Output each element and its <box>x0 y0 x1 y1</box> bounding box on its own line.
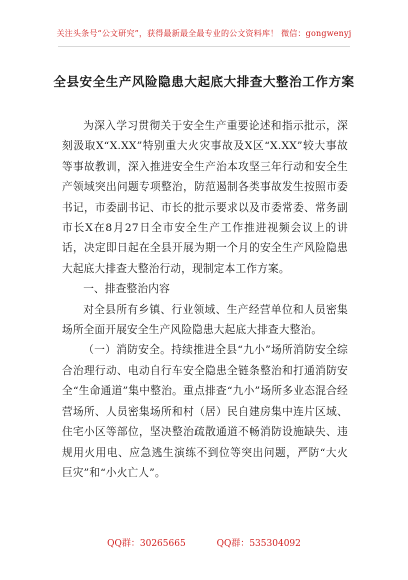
document-title: 全县安全生产风险隐患大起底大排查大整治工作方案 <box>53 74 355 89</box>
footer-contacts <box>0 536 408 549</box>
promo-banner: 关注头条号“公文研究”，获得最新最全最专业的公文资料库！ 微信：gongwenyj <box>56 29 352 38</box>
scope-paragraph: 对全县所有乡镇、行业领域、生产经营单位和人员密集场所全面开展安全生产风险隐患大起底大排查大整治。 <box>62 303 348 337</box>
header-divider <box>58 46 350 47</box>
fire-safety-paragraph: （一）消防安全。持续推进全县“九小”场所消防安全综合治理行动、电动自行车安全隐患全链条整治和打通消防安全“生命通道”集中整治。重点排查“九小”场所多业态混合经营场所、人员密集场所和村（居）民自建房集中连片区域、住宅小区等部位，坚决整治疏散通道不畅消防设施缺失、违规用火用电、应急逃生演练不到位等突出问题，严防“大火巨灾”和“小火亡人”。 <box>62 344 348 479</box>
section-heading: 一、排查整治内容 <box>83 283 170 296</box>
qq-group-2: QQ群：535304092 <box>216 539 301 549</box>
qq-group-1: QQ群：30265665 <box>107 539 186 549</box>
intro-paragraph: 为深入学习贯彻关于安全生产重要论述和指示批示，深刻汲取X“X.XX”特别重大火灾事故及X区“X.XX”较大事故等事故教训，深入推进安全生产治本攻坚三年行动和安全生产领域突出问题专项整治，防范遏制各类事故发生按照市委书记，市委副书记、市长的批示要求以及市委常委、常务副市长X在8月27日全市安全生产工作推进视频会议上的讲话，决定即日起在全县开展为期一个月的安全生产风险隐患大起底大排查大整治行动，现制定本工作方案。 <box>62 120 348 275</box>
document-body <box>62 116 348 483</box>
